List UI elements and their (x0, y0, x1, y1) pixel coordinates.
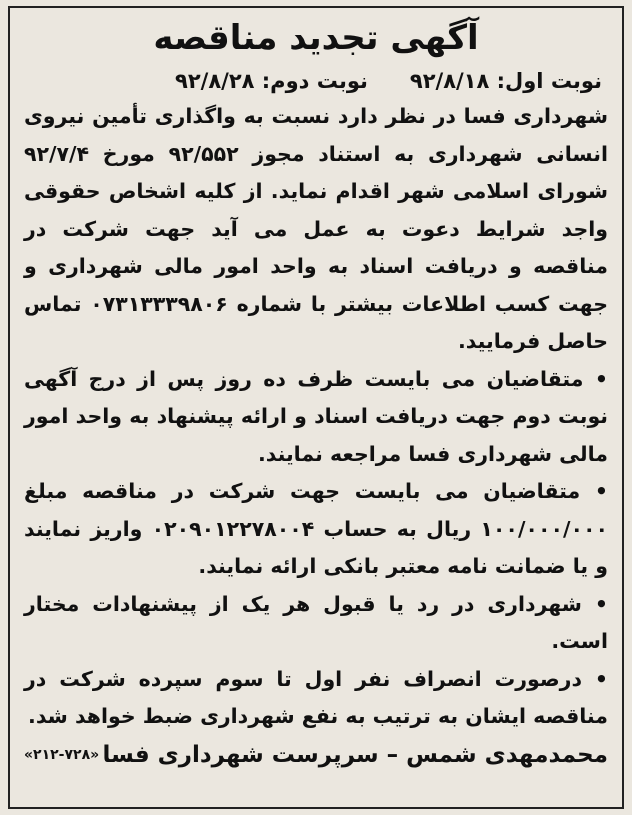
notice-frame (8, 6, 624, 809)
signature-line (24, 738, 608, 772)
second-publication-date: نوبت دوم: ۹۲/۸/۲۸ (175, 69, 368, 93)
first-publication-date: نوبت اول: ۹۲/۸/۱۸ (409, 69, 602, 93)
intro-paragraph: شهرداری فسا در نظر دارد نسبت به واگذاری تأمین نیروی انسانی شهرداری به استناد مجوز ۹۲/۵۵۲ مورخ ۹۲/۷/۴ شورای اسلامی شهر اقدام نماید. از کلیه اشخاص حقوقی واجد شرایط دعوت به عمل می آید جهت شرکت در مناقصه و دریافت اسناد به واحد امور مالی شهرداری و جهت کسب اطلاعات بیشتر با شماره ۰۷۳۱۳۳۳۹۸۰۶ تماس حاصل فرمایید. (24, 104, 608, 353)
ad-code: «۲۱۲-۷۲۸» (24, 746, 100, 763)
bullet-rights: • شهرداری در رد یا قبول هر یک از پیشنهادات مختار است. (24, 586, 608, 661)
notice-title: آگهی تجدید مناقصه (153, 18, 479, 58)
bullet-deadline: • متقاضیان می بایست ظرف ده روز پس از درج آگهی نوبت دوم جهت دریافت اسناد و ارائه پیشنهاد به واحد امور مالی شهرداری فسا مراجعه نمایند. (24, 361, 608, 474)
signatory-name: محمدمهدی شمس – سرپرست شهرداری فسا (102, 741, 608, 768)
bullet-forfeit: • درصورت انصراف نفر اول تا سوم سپرده شرکت در مناقصه ایشان به ترتیب به نفع شهرداری ضبط خواهد شد. (24, 661, 608, 736)
publication-dates (24, 64, 608, 98)
bullet-deposit: • متقاضیان می بایست جهت شرکت در مناقصه مبلغ ۱۰۰/۰۰۰/۰۰۰ ریال به حساب ۰۲۰۹۰۱۲۲۷۸۰۰۴ واریز نمایند و یا ضمانت نامه معتبر بانکی ارائه نمایند. (24, 473, 608, 586)
